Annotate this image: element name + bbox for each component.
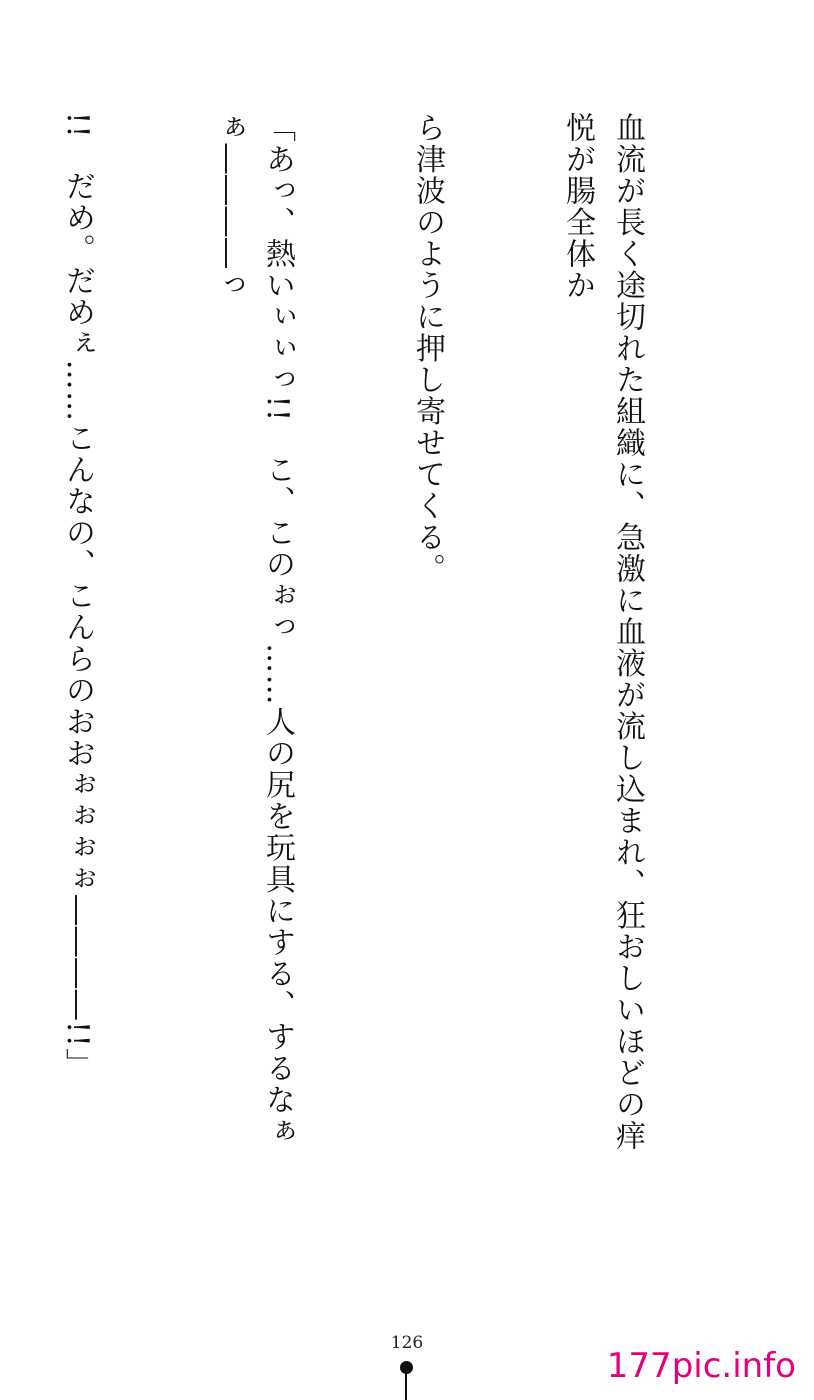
text-line-1: 血流が長く途切れた組織に、急激に血液が流し込まれ、狂おしいほどの痒悦が腸全体か [560,112,645,1152]
text-line-3: 「あっ、熱いぃぃっ!! こ、このぉっ……人の尻を玩具にする、するなぁぁ――――っ [210,112,295,1148]
body-text [52,112,752,1172]
watermark: 177pic.info [606,1346,796,1386]
page-marker-rule [405,1372,407,1400]
page-number: 126 [390,1333,424,1353]
text-line-2: ら津波のように押し寄せてくる。 [410,112,445,585]
text-line-4: !! だめ。だめぇ……こんなの、こんらのおおぉぉぉぉ――――!!」 [60,112,95,1080]
